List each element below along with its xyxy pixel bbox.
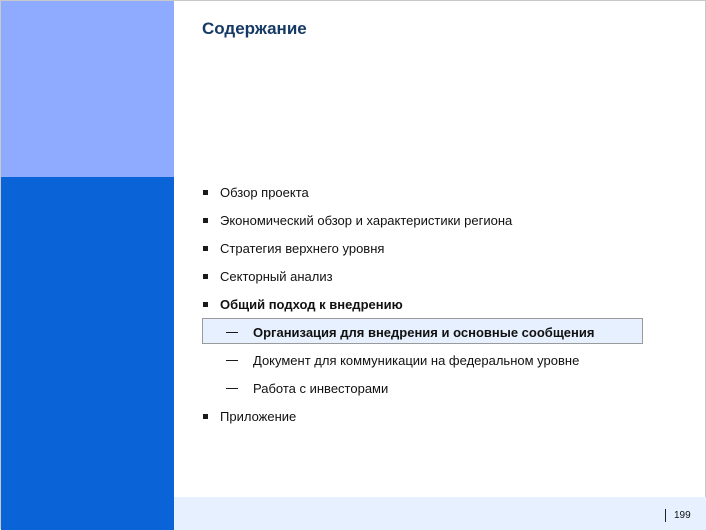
page-number [665,508,691,522]
toc-item-label: Стратегия верхнего уровня [220,240,385,256]
dash-icon [226,332,238,333]
toc-subitem[interactable] [201,375,388,401]
bullet-icon [203,190,208,195]
toc-subitem-label: Документ для коммуникации на федеральном уровне [253,352,580,368]
footer-band [174,497,706,530]
toc-item-label: Экономический обзор и характеристики региона [220,212,513,228]
dash-icon [226,388,238,389]
toc-subitem-label: Организация для внедрения и основные сообщения [253,324,595,340]
toc-item[interactable] [201,403,296,429]
toc-item[interactable] [201,235,384,261]
bullet-icon [203,302,208,307]
bullet-icon [203,218,208,223]
toc-item[interactable] [201,179,309,205]
toc-item-label: Общий подход к внедрению [220,296,403,312]
toc-item[interactable] [201,263,333,289]
toc-subitem-current[interactable] [201,319,594,345]
bullet-icon [203,246,208,251]
dash-icon [226,360,238,361]
toc-subitem-label: Работа с инвесторами [253,380,389,396]
page-title: Содержание [202,19,307,38]
separator-line [665,509,666,522]
toc-item-label: Секторный анализ [220,268,333,284]
page-number-text: 199 [674,509,691,521]
bullet-icon [203,274,208,279]
toc-subitem[interactable] [201,347,579,373]
toc-item-label: Приложение [220,408,297,424]
toc-item-current-section[interactable] [201,291,403,317]
toc-item-label: Обзор проекта [220,184,309,200]
bullet-icon [203,414,208,419]
toc-item[interactable] [201,207,512,233]
sidebar-top-panel [1,1,174,177]
sidebar-bottom-panel [1,177,174,530]
